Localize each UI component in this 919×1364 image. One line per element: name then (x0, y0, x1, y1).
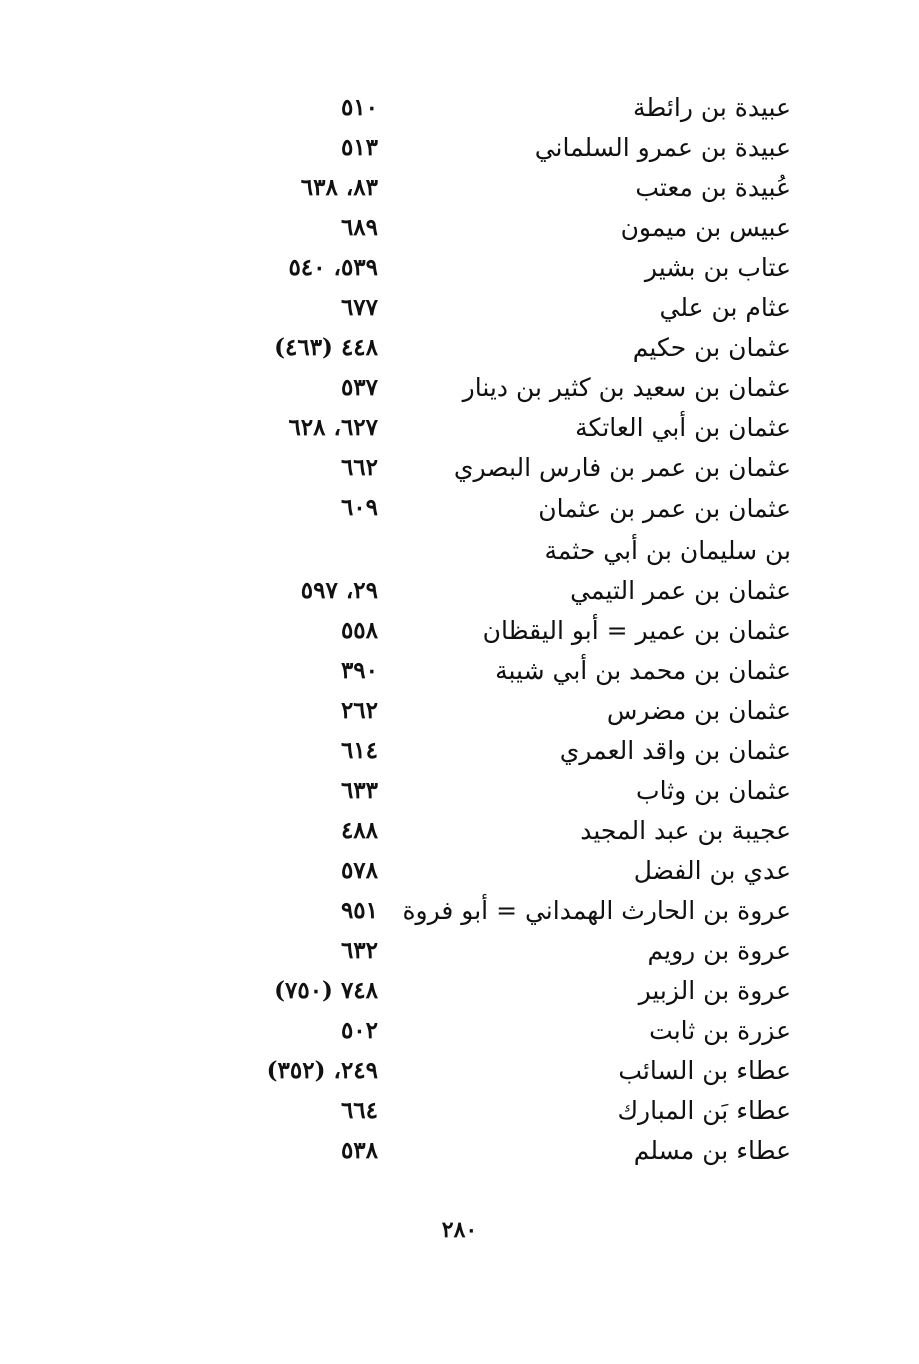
entry-name: عبيدة بن رائطة (633, 93, 791, 122)
entry-name: عتاب بن بشير (644, 253, 791, 282)
index-entry (0, 571, 919, 611)
entry-pages: ٦٦٢ (340, 454, 378, 481)
entry-pages: ٦٣٣ (340, 777, 378, 804)
entry-pages: ٥٣٩، ٥٤٠ (288, 254, 378, 281)
entry-name: عروة بن الزبير (638, 976, 791, 1005)
entry-pages: ٩٥١ (340, 897, 378, 924)
entry-name: عروة بن رويم (647, 936, 791, 965)
index-entries (0, 88, 919, 1171)
entry-pages: ٦٠٩ (340, 494, 378, 521)
entry-pages: ٦١٤ (340, 737, 378, 764)
entry-name: عثمان بن وثاب (636, 776, 791, 805)
entry-pages: ٥٠٢ (340, 1017, 378, 1044)
index-entry (0, 611, 919, 651)
entry-name: عثمان بن عمر بن فارس البصري (453, 453, 791, 482)
entry-pages: ٥١٣ (340, 134, 378, 161)
entry-pages: ٦٣٢ (340, 937, 378, 964)
entry-pages: ٥٥٨ (340, 617, 378, 644)
page-number: ٢٨٠ (441, 1217, 478, 1243)
entry-pages: ٤٨٨ (340, 817, 378, 844)
entry-pages: ٧٤٨ (٧٥٠) (274, 977, 378, 1004)
index-entry (0, 248, 919, 288)
entry-name: عجيبة بن عبد المجيد (580, 816, 791, 845)
index-entry (0, 931, 919, 971)
entry-pages: ٥٣٨ (340, 1137, 378, 1164)
entry-name: عثمان بن حكيم (632, 333, 791, 362)
entry-name: عثمان بن عمير = أبو اليقظان (482, 616, 791, 645)
entry-name: عثمان بن مضرس (606, 696, 791, 725)
entry-name: عروة بن الحارث الهمداني = أبو فروة (402, 896, 791, 925)
entry-pages: ٥٧٨ (340, 857, 378, 884)
entry-name: عثام بن علي (659, 293, 791, 322)
index-entry (0, 771, 919, 811)
index-entry (0, 971, 919, 1011)
entry-pages: ٦٢٧، ٦٢٨ (288, 414, 378, 441)
index-entry (0, 288, 919, 328)
entry-pages: ٤٤٨ (٤٦٣) (274, 334, 378, 361)
index-entry (0, 1091, 919, 1131)
index-entry (0, 691, 919, 731)
entry-pages: ٢٦٢ (340, 697, 378, 724)
entry-name: عطاء بَن المبارك (617, 1096, 791, 1125)
index-entry (0, 328, 919, 368)
entry-name: عُبيدة بن معتب (635, 173, 791, 202)
index-entry (0, 811, 919, 851)
entry-pages: ٣٩٠ (340, 657, 378, 684)
entry-pages: ٦٦٤ (340, 1097, 378, 1124)
entry-name: عثمان بن محمد بن أبي شيبة (495, 656, 791, 685)
index-entry (0, 168, 919, 208)
entry-name: عثمان بن سعيد بن كثير بن دينار (462, 373, 791, 402)
entry-pages: ٦٨٩ (340, 214, 378, 241)
index-entry (0, 488, 919, 571)
entry-name: عبيدة بن عمرو السلماني (534, 133, 791, 162)
entry-name: عثمان بن عمر التيمي (570, 576, 791, 605)
index-entry (0, 368, 919, 408)
entry-name: عثمان بن عمر بن عثمان بن سليمان بن أبي حثمة (538, 494, 791, 565)
entry-pages: ٦٧٧ (340, 294, 378, 321)
index-entry (0, 448, 919, 488)
index-entry (0, 891, 919, 931)
index-entry (0, 128, 919, 168)
index-entry (0, 651, 919, 691)
entry-pages: ٥١٠ (340, 94, 378, 121)
index-entry (0, 1011, 919, 1051)
index-entry (0, 851, 919, 891)
entry-pages: ٢٩، ٥٩٧ (300, 577, 378, 604)
entry-name: عبيس بن ميمون (620, 213, 791, 242)
entry-pages: ٨٣، ٦٣٨ (300, 174, 378, 201)
index-entry (0, 408, 919, 448)
entry-name: عدي بن الفضل (633, 856, 791, 885)
entry-name: عطاء بن السائب (618, 1056, 791, 1085)
index-entry (0, 1051, 919, 1091)
entry-name: عطاء بن مسلم (633, 1136, 791, 1165)
index-entry (0, 208, 919, 248)
entry-name: عثمان بن واقد العمري (559, 736, 791, 765)
entry-name: عثمان بن أبي العاتكة (575, 413, 791, 442)
index-entry (0, 731, 919, 771)
index-entry (0, 88, 919, 128)
entry-pages: ٢٤٩، (٣٥٢) (266, 1057, 378, 1084)
entry-name: عزرة بن ثابت (649, 1016, 791, 1045)
entry-pages: ٥٣٧ (340, 374, 378, 401)
index-entry (0, 1131, 919, 1171)
